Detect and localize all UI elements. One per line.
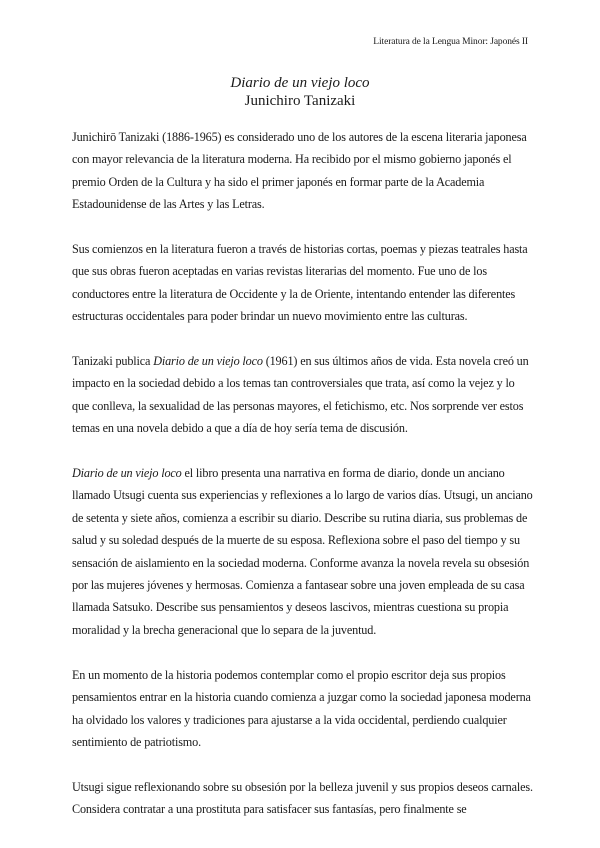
paragraph-text: el libro presenta una narrativa en forma de diario, donde un anciano llamado Utsugi cuenta sus experiencias y reflexiones a lo largo de varios días. Utsugi, un anciano de setenta y siete años, comienza a escribir su diario. Describe su rutina diaria, sus problemas de salud y su soledad después de la muerte de su esposa. Reflexiona sobre el paso del tiempo y su sensación de aislamiento en la sociedad moderna. Conforme avanza la novela revela su obsesión por las mujeres jóvenes y hermosas. Comienza a fantasear sobre una joven empleada de su casa llamada Satsuko. Describe sus pensamientos y deseos lascivos, mientras cuestiona su propia moralidad y la brecha generacional que lo separa de la juventud. xyxy=(72,466,533,637)
italic-title-reference: Diario de un viejo loco xyxy=(153,354,263,369)
body-text xyxy=(72,126,534,843)
paragraph-text: (1961) en sus últimos años de vida. Esta novela creó un impacto en la sociedad debido a los temas tan controversiales que trata, así como la vejez y lo que conlleva, la sexualidad de las personas mayores, el fetichismo, etc. Nos sorprende ver estos temas en una novela debido a que a día de hoy sería tema de discusión. xyxy=(72,354,529,436)
running-header: Literatura de la Lengua Minor: Japonés II xyxy=(373,37,528,47)
paragraph-text: Tanizaki publica xyxy=(72,354,154,369)
work-title: Diario de un viejo loco xyxy=(230,75,370,91)
paragraph xyxy=(72,776,534,821)
paragraph xyxy=(72,462,534,641)
paragraph xyxy=(72,126,534,216)
paragraph-text: En un momento de la historia podemos contemplar como el propio escritor deja sus propios pensamientos entrar en la historia cuando comienza a juzgar como la sociedad japonesa moderna ha olvidado los valores y tradiciones para ajustarse a la vida occidental, perdiendo cualquier sentimiento de patriotismo. xyxy=(72,667,531,749)
paragraph-text: Sus comienzos en la literatura fueron a través de historias cortas, poemas y piezas teatrales hasta que sus obras fueron aceptadas en varias revistas literarias del momento. Fue uno de los conductores entre la literatura de Occidente y la de Oriente, intentando entender las diferentes estructuras occidentales para poder brindar un nuevo movimiento entre las culturas. xyxy=(72,242,528,324)
paragraph-text: Utsugi sigue reflexionando sobre su obsesión por la belleza juvenil y sus propios deseos carnales. Considera contratar a una prostituta para satisfacer sus fantasías, pero finalmente se xyxy=(72,779,533,817)
paragraph xyxy=(72,664,534,754)
paragraph xyxy=(72,238,534,328)
title-block xyxy=(0,74,600,110)
author-name: Junichiro Tanizaki xyxy=(244,93,356,109)
italic-title-reference: Diario de un viejo loco xyxy=(72,466,182,481)
paragraph xyxy=(72,350,534,440)
paragraph-text: Junichirō Tanizaki (1886-1965) es considerado uno de los autores de la escena literaria japonesa con mayor relevancia de la literatura moderna. Ha recibido por el mismo gobierno japonés el premio Orden de la Cultura y ha sido el primer japonés en formar parte de la Academia Estadounidense de las Artes y las Letras. xyxy=(72,130,527,212)
